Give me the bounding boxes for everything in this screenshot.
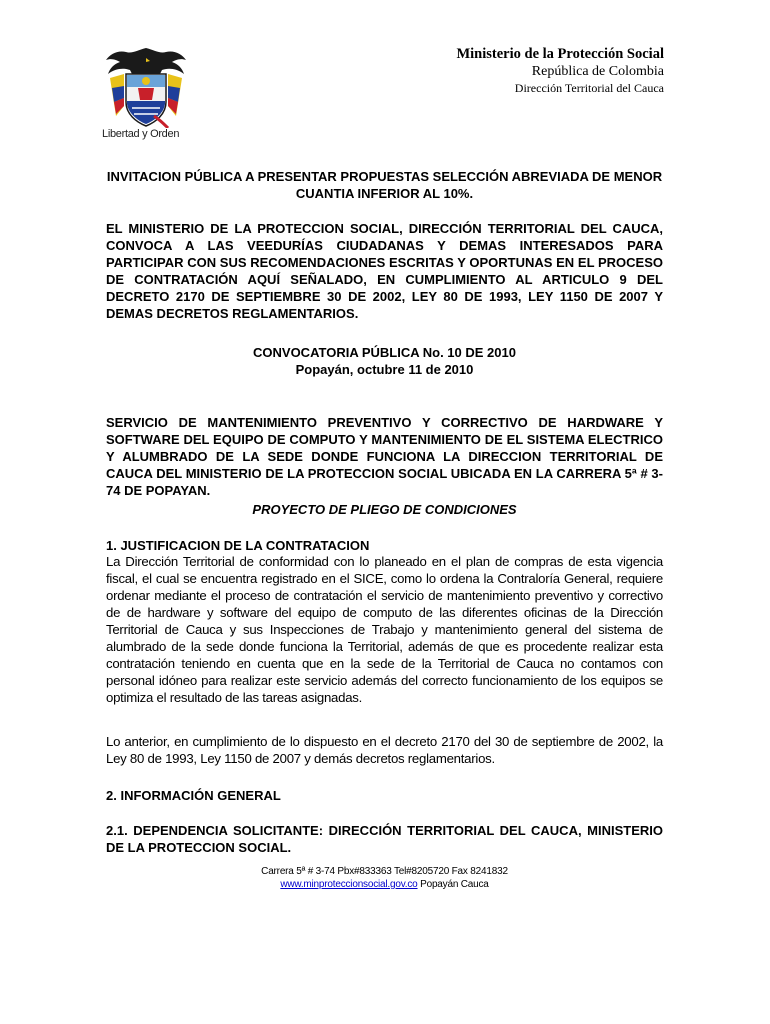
proyecto-heading: PROYECTO DE PLIEGO DE CONDICIONES [252, 502, 517, 517]
service-description: SERVICIO DE MANTENIMIENTO PREVENTIVO Y CORRECTIVO DE HARDWARE Y SOFTWARE DEL EQUIPO DE COMPUTO Y MANTENIMIENTO DE EL SISTEMA ELECTRICO Y ALUMBRADO DE LA SEDE DONDE FUNCIONA LA DIRECCION TERRITORIAL DE CAUCA DEL MINISTERIO DE LA PROTECCION SOCIAL UBICADA EN LA CARRERA 5ª # 3-74 DE POPAYAN. [106, 415, 663, 498]
country-name: República de Colombia [531, 64, 664, 79]
convocatoria-place-date: Popayán, octubre 11 de 2010 [295, 362, 474, 377]
section-1-paragraph-1: La Dirección Territorial de conformidad con lo planeado en el plan de compras de esta vigencia fiscal, el cual se encuentra registrado en el SICE, como lo ordena la Contraloría General, requiere ordenar mediante el proceso de contratación el servicio de mantenimiento preventivo y correctivo de de hardware y software del equipo de computo de las diferentes oficinas de la Dirección Territorial de Cauca y sus Inspecciones de Trabajo y mantenimiento general del sistema de alumbrado de la sede donde funciona la Territorial, además de que es procedente realizar esta contratación teniendo en cuenta que en la sede de la Territorial de Cauca no contamos con personal idóneo para realizar este servicio además del correcto funcionamiento de los equipos se optimiza el resultado de las tareas asignadas. [106, 554, 663, 705]
website-link[interactable]: www.minproteccionsocial.gov.co [280, 879, 418, 890]
document-title: INVITACION PÚBLICA A PRESENTAR PROPUESTAS SELECCIÓN ABREVIADA DE MENOR CUANTIA INFERIOR AL 10%. [106, 169, 663, 201]
crest-motto: Libertad y Orden [102, 128, 180, 140]
section-1-paragraph-2: Lo anterior, en cumplimiento de lo dispuesto en el decreto 2170 del 30 de septiembre de 2002, la Ley 80 de 1993, Ley 1150 de 2007 y demás decretos reglamentarios. [106, 734, 663, 766]
letterhead [456, 46, 664, 97]
convocatoria-number: CONVOCATORIA PÚBLICA No. 10 DE 2010 [253, 345, 516, 360]
footer-city: Popayán Cauca [417, 879, 489, 890]
section-1-heading: 1. JUSTIFICACION DE LA CONTRATACION [106, 538, 370, 553]
colombia-coat-of-arms [102, 44, 190, 152]
footer-web-line [106, 878, 663, 891]
coat-of-arms-icon [102, 44, 190, 128]
footer-address: Carrera 5ª # 3-74 Pbx#833363 Tel#8205720 Fax 8241832 [261, 866, 508, 877]
convocatoria-block [106, 344, 663, 378]
ministry-name: Ministerio de la Protección Social [456, 46, 664, 62]
page-footer [106, 865, 663, 891]
office-name: Dirección Territorial del Cauca [514, 81, 664, 95]
section-2-1-heading: 2.1. DEPENDENCIA SOLICITANTE: DIRECCIÓN TERRITORIAL DEL CAUCA, MINISTERIO DE LA PROTECCION SOCIAL. [106, 823, 663, 855]
section-2-heading: 2. INFORMACIÓN GENERAL [106, 788, 281, 803]
intro-paragraph: EL MINISTERIO DE LA PROTECCION SOCIAL, DIRECCIÓN TERRITORIAL DEL CAUCA, CONVOCA A LAS VEEDURÍAS CIUDADANAS Y DEMAS INTERESADOS PARA PARTICIPAR CON SUS RECOMENDACIONES ESCRITAS Y OPORTUNAS EN EL PROCESO DE CONTRATACIÓN AQUÍ SEÑALADO, EN CUMPLIMIENTO AL ARTICULO 9 DEL DECRETO 2170 DE SEPTIEMBRE 30 DE 2002, LEY 80 DE 1993, LEY 1150 DE 2007 Y DEMAS DECRETOS REGLAMENTARIOS. [106, 221, 663, 321]
